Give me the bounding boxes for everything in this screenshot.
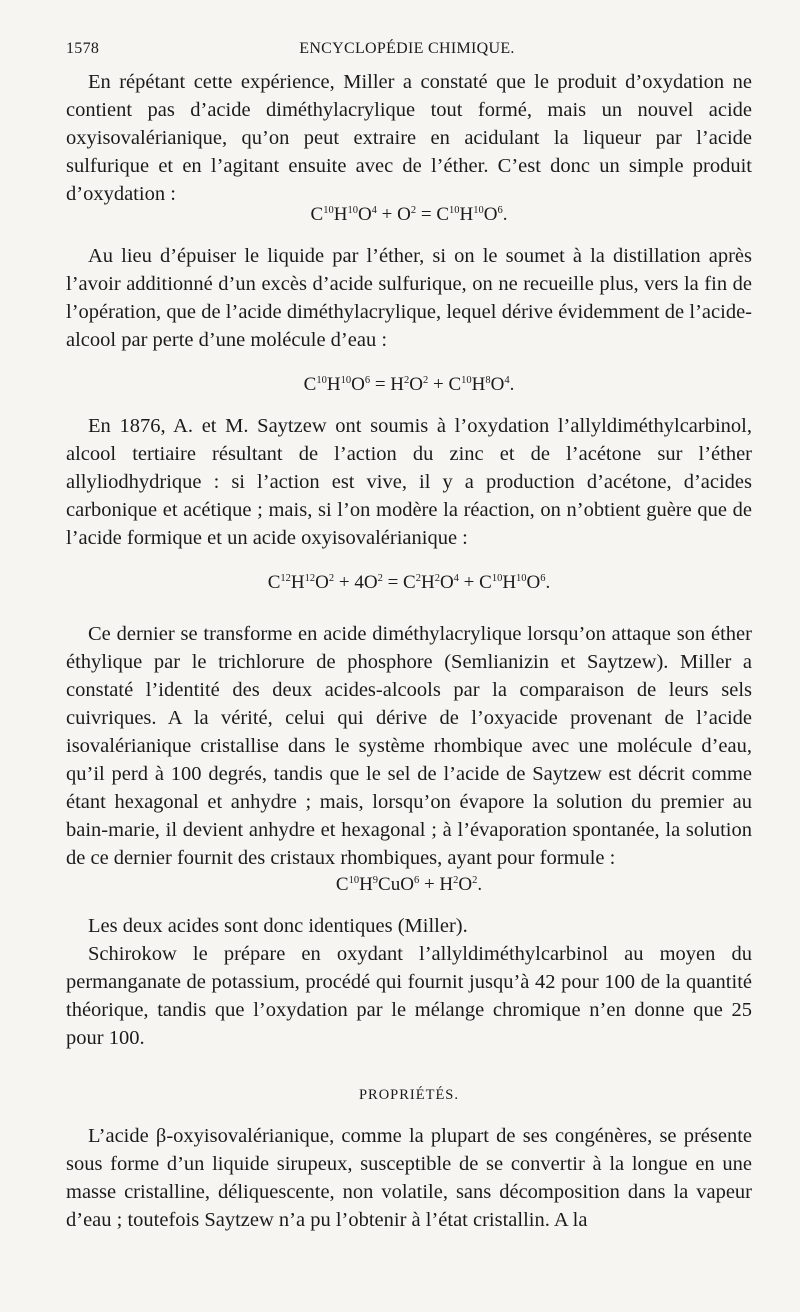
section-heading: PROPRIÉTÉS. — [358, 1087, 460, 1103]
formula-1: $C^{10}H^{10}O^4 + O^2 = C^{10}H^{10}O^6$. — [310, 204, 508, 225]
running-title: ENCYCLOPÉDIE CHIMIQUE. — [299, 40, 515, 57]
paragraph-2: Au lieu d’épuiser le liquide par l’éther, si on le soumet à la distillation après l’avoir additionné d’un excès d’acide sulfurique, on ne recueille plus, vers la fin de l’opération, que de l’acide diméthylacrylique, lequel dérive évidemment de l’acide-alcool par perte d’une molécule d’eau : — [66, 245, 752, 351]
page-number: 1578 — [66, 40, 100, 57]
paragraph-6: Schirokow le prépare en oxydant l’allyldiméthylcarbinol au moyen du permanganate de potassium, procédé qui fournit jusqu’à 42 pour 100 de la quantité théorique, tandis que l’oxydation par le mélange chromique n’en donne que 25 pour 100. — [66, 943, 752, 1049]
formula-3: $C^{12}H^{12}O^2 + 4O^2 = C^2H^2O^4 + C^{10}H^{10}O^6$. — [267, 572, 551, 593]
paragraph-4: Ce dernier se transforme en acide diméthylacrylique lorsqu’on attaque son éther éthylique par le trichlorure de phosphore (Semlianizin et Saytzew). Miller a constaté l’identité des deux acides-alcools par la comparaison de leurs sels cuivriques. A la vérité, celui qui dérive de l’oxyacide provenant de l’acide isovalérianique cristallise dans le système rhombique avec une molécule d’eau, qu’il perd à 100 degrés, tandis que le sel de l’acide de Saytzew est décrit comme étant hexagonal et anhydre ; mais, lorsqu’on évapore la solution du premier au bain-marie, il devient anhydre et hexagonal ; à l’évaporation spontanée, la solution de ce dernier fournit des cristaux rhombiques, ayant pour formule : — [66, 623, 752, 869]
paragraph-5: Les deux acides sont donc identiques (Miller). — [88, 915, 468, 937]
page-header — [66, 40, 748, 64]
paragraph-7: L’acide β-oxyisovalérianique, comme la plupart de ses congénères, se présente sous forme d’un liquide sirupeux, susceptible de se convertir à la longue en une masse cristalline, déliquescente, non volatile, sans décomposition dans la vapeur d’eau ; toutefois Saytzew n’a pu l’obtenir à l’état cristallin. A la — [66, 1125, 752, 1231]
formula-2: $C^{10}H^{10}O^6 = H^2O^2 + C^{10}H^8O^4$. — [303, 374, 515, 395]
paragraph-1: En répétant cette expérience, Miller a constaté que le produit d’oxydation ne contient pas d’acide diméthylacrylique tout formé, mais un nouvel acide oxyisovalérianique, qu’on peut extraire en acidulant la liqueur par l’acide sulfurique et en l’agitant ensuite avec de l’éther. C’est donc un simple produit d’oxydation : — [66, 71, 752, 205]
formula-4: $C^{10}H^9CuO^6 + H^2O^2$. — [335, 874, 483, 895]
paragraph-3: En 1876, A. et M. Saytzew ont soumis à l’oxydation l’allyldiméthylcarbinol, alcool tertiaire résultant de l’action du zinc et de l’acétone sur l’éther allyliodhydrique : si l’action est vive, il y a production d’acétone, d’acides carbonique et acétique ; mais, si l’on modère la réaction, on n’obtient guère que de l’acide formique et un acide oxyisovalérianique : — [66, 415, 752, 549]
